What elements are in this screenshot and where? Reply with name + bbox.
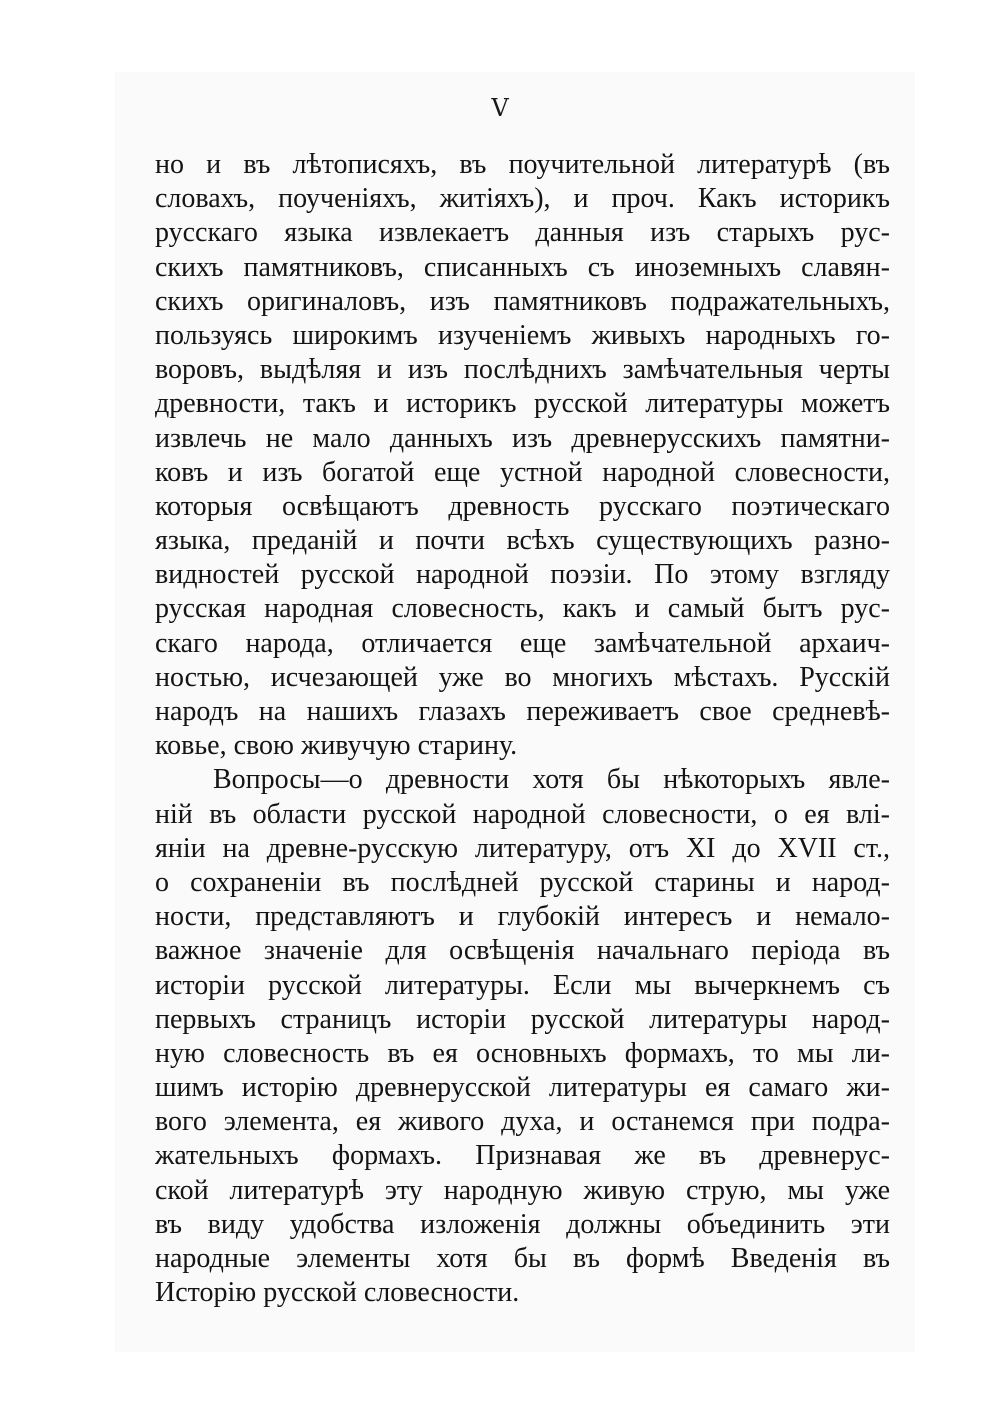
text-line: ную словесность въ ея основныхъ формахъ, то мы ли- — [155, 1037, 890, 1069]
text-line: скаго народа, отличается еще замѣчательной архаич- — [155, 627, 890, 659]
text-line: народъ на нашихъ глазахъ переживаетъ свое средневѣ- — [155, 696, 890, 727]
text-line: скихъ памятниковъ, списанныхъ съ иноземныхъ славян- — [155, 251, 890, 283]
text-line: важное значеніе для освѣщенія начальнаго періода въ — [155, 935, 890, 967]
text-line: ковъ и изъ богатой еще устной народной словесности, — [155, 456, 890, 488]
paragraph-2 — [155, 763, 890, 1310]
text-line: вого элемента, ея живого духа, и останемся при подра- — [155, 1106, 890, 1138]
text-line: извлечь не мало данныхъ изъ древнерусскихъ памятни- — [155, 422, 890, 454]
text-line: шимъ исторію древнерусской литературы ея самаго жи- — [155, 1072, 890, 1104]
text-line: видностей русской народной поэзіи. По этому взгляду — [155, 559, 890, 591]
text-line: исторіи русской литературы. Если мы вычеркнемъ съ — [155, 969, 890, 1001]
text-line: ности, представляютъ и глубокій интересъ и немало- — [155, 901, 890, 933]
text-line: народные элементы хотя бы въ формѣ Введенія въ — [155, 1243, 890, 1274]
text-line: Исторію русской словесности. — [155, 1277, 520, 1309]
paragraph-1 — [155, 148, 890, 763]
page-number: V — [491, 94, 509, 122]
text-line: въ виду удобства изложенія должны объединить эти — [155, 1208, 890, 1240]
text-line: пользуясь широкимъ изученіемъ живыхъ народныхъ го- — [155, 319, 890, 351]
text-line: первыхъ страницъ исторіи русской литературы народ- — [155, 1003, 890, 1035]
text-line: русскаго языка извлекаетъ данныя изъ старыхъ рус- — [155, 217, 890, 249]
text-line: языка, преданій и почти всѣхъ существующихъ разно- — [155, 525, 890, 557]
text-line: Вопросы—о древности хотя бы нѣкоторыхъ явле- — [213, 764, 890, 796]
text-line: ковье, свою живучую старину. — [155, 730, 518, 762]
text-line: о сохраненіи въ послѣдней русской старины и народ- — [155, 866, 890, 898]
text-line: словахъ, поученіяхъ, житіяхъ), и проч. Какъ историкъ — [155, 183, 890, 215]
text-line: древности, такъ и историкъ русской литературы можетъ — [155, 388, 890, 420]
text-line: жательныхъ формахъ. Признавая же въ древнерус- — [155, 1140, 890, 1172]
text-line: ностью, исчезающей уже во многихъ мѣстахъ. Русскій — [155, 661, 890, 693]
body-text — [155, 148, 890, 1310]
text-line: но и въ лѣтописяхъ, въ поучительной литературѣ (въ — [155, 149, 890, 180]
text-line: русская народная словесность, какъ и самый бытъ рус- — [155, 593, 890, 625]
text-line: ской литературѣ эту народную живую струю, мы уже — [155, 1174, 890, 1206]
text-line: которыя освѣщаютъ древность русскаго поэтическаго — [155, 490, 890, 522]
text-line: скихъ оригиналовъ, изъ памятниковъ подражательныхъ, — [155, 285, 890, 317]
text-line: ній въ области русской народной словесности, о ея влі- — [155, 798, 890, 830]
text-line: воровъ, выдѣляя и изъ послѣднихъ замѣчательныя черты — [155, 354, 890, 386]
text-line: яніи на древне-русскую литературу, отъ XI до XVII ст., — [155, 832, 890, 864]
